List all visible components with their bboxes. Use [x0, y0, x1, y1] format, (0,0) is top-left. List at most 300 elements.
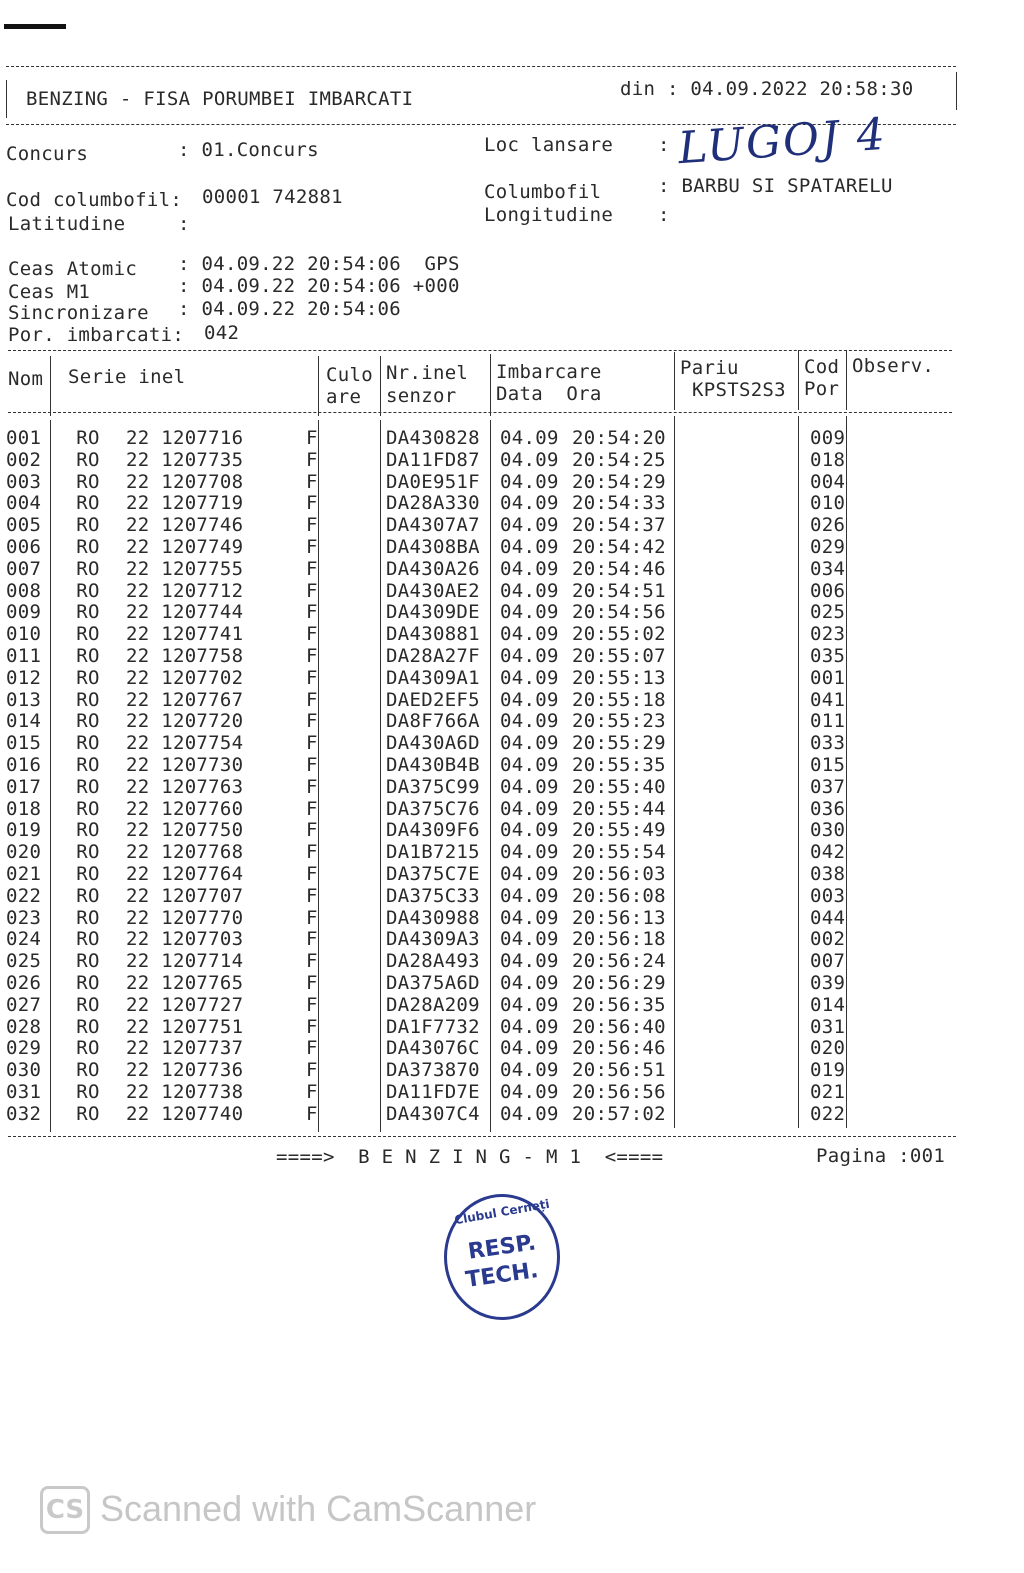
row-date: 04.09: [500, 1059, 559, 1082]
stamp-club-name: Clubul Cerneți: [453, 1196, 551, 1228]
table-row: [6, 559, 860, 581]
row-time: 20:55:40: [572, 775, 666, 798]
row-sex: F: [306, 841, 318, 864]
col-nr-inel-2: senzor: [386, 385, 457, 407]
row-sex: F: [306, 884, 318, 907]
row-country: RO: [76, 623, 100, 646]
row-ring-number: 22 1207768: [126, 841, 244, 864]
row-sensor-ring: DA375C33: [386, 884, 480, 907]
row-culoare: [318, 733, 382, 755]
row-date: 04.09: [500, 492, 559, 515]
row-sensor-ring: DA28A209: [386, 993, 480, 1016]
table-header-top-rule: [8, 350, 952, 351]
por-imbarcati-label: Por. imbarcati:: [8, 324, 185, 346]
row-date: 04.09: [500, 971, 559, 994]
col-separator: [490, 354, 491, 416]
row-country: RO: [76, 470, 100, 493]
row-number: 007: [6, 557, 42, 580]
row-culoare: [318, 886, 382, 908]
table-row: [6, 602, 860, 624]
row-cod-por: 021: [810, 1080, 846, 1103]
table-row: [6, 777, 860, 799]
row-time: 20:56:29: [572, 971, 666, 994]
table-row: [6, 755, 860, 777]
row-ring-number: 22 1207746: [126, 514, 244, 537]
row-number: 024: [6, 928, 42, 951]
row-number: 013: [6, 688, 42, 711]
row-cod-por: 039: [810, 971, 846, 994]
row-sex: F: [306, 971, 318, 994]
row-date: 04.09: [500, 601, 559, 624]
concurs-value: : 01.Concurs: [178, 139, 319, 161]
row-sensor-ring: DA43076C: [386, 1037, 480, 1060]
row-pariu: [682, 929, 806, 951]
row-time: 20:56:08: [572, 884, 666, 907]
row-country: RO: [76, 710, 100, 733]
row-pariu: [682, 842, 806, 864]
row-time: 20:56:18: [572, 928, 666, 951]
table-row: [6, 973, 860, 995]
row-country: RO: [76, 579, 100, 602]
row-pariu: [682, 1082, 806, 1104]
row-cod-por: 023: [810, 623, 846, 646]
cod-columbofil-label: Cod columbofil:: [6, 189, 183, 211]
row-pariu: [682, 951, 806, 973]
row-pariu: [682, 973, 806, 995]
row-culoare: [318, 995, 382, 1017]
row-cod-por: 007: [810, 950, 846, 973]
row-cod-por: 009: [810, 427, 846, 449]
loc-lansare-label: Loc lansare: [484, 134, 614, 156]
row-date: 04.09: [500, 644, 559, 667]
club-stamp: [444, 1194, 560, 1320]
table-row: [6, 1060, 860, 1082]
row-time: 20:54:46: [572, 557, 666, 580]
row-sensor-ring: DA373870: [386, 1059, 480, 1082]
row-time: 20:56:46: [572, 1037, 666, 1060]
row-ring-number: 22 1207714: [126, 950, 244, 973]
row-time: 20:55:07: [572, 644, 666, 667]
col-imbarcare-1: Imbarcare: [496, 361, 602, 383]
table-row: [6, 428, 860, 450]
table-row: [6, 450, 860, 472]
row-ring-number: 22 1207735: [126, 448, 244, 471]
row-ring-number: 22 1207763: [126, 775, 244, 798]
table-row: [6, 515, 860, 537]
document-title: BENZING - FISA PORUMBEI IMBARCATI: [26, 88, 414, 110]
row-number: 025: [6, 950, 42, 973]
row-cod-por: 038: [810, 862, 846, 885]
row-country: RO: [76, 1015, 100, 1038]
table-row: [6, 581, 860, 603]
row-time: 20:55:18: [572, 688, 666, 711]
row-pariu: [682, 602, 806, 624]
row-sex: F: [306, 470, 318, 493]
sincronizare-value: : 04.09.22 20:54:06: [178, 298, 402, 320]
table-row: [6, 472, 860, 494]
row-pariu: [682, 646, 806, 668]
table-row: [6, 908, 860, 930]
row-sensor-ring: DA28A493: [386, 950, 480, 973]
row-number: 005: [6, 514, 42, 537]
page-number: Pagina :001: [816, 1145, 946, 1167]
row-number: 017: [6, 775, 42, 798]
row-sensor-ring: DA375A6D: [386, 971, 480, 994]
header-right-border: [956, 72, 957, 110]
row-country: RO: [76, 1080, 100, 1103]
row-date: 04.09: [500, 775, 559, 798]
row-country: RO: [76, 427, 100, 449]
row-sensor-ring: DA430AE2: [386, 579, 480, 602]
latitudine-value: :: [178, 213, 190, 235]
row-time: 20:55:54: [572, 841, 666, 864]
row-sex: F: [306, 950, 318, 973]
col-separator: [674, 352, 675, 410]
row-number: 014: [6, 710, 42, 733]
table-row: [6, 624, 860, 646]
row-sensor-ring: DA4309DE: [386, 601, 480, 624]
row-culoare: [318, 1038, 382, 1060]
row-sex: F: [306, 819, 318, 842]
row-cod-por: 033: [810, 732, 846, 755]
row-sensor-ring: DA1B7215: [386, 841, 480, 864]
table-row: [6, 1038, 860, 1060]
col-separator: [798, 350, 799, 410]
row-pariu: [682, 799, 806, 821]
camscanner-watermark: Scanned with CamScanner: [100, 1488, 537, 1529]
table-row: [6, 537, 860, 559]
row-ring-number: 22 1207730: [126, 753, 244, 776]
row-date: 04.09: [500, 448, 559, 471]
row-sensor-ring: DA430B4B: [386, 753, 480, 776]
row-pariu: [682, 690, 806, 712]
row-cod-por: 019: [810, 1059, 846, 1082]
row-ring-number: 22 1207708: [126, 470, 244, 493]
row-culoare: [318, 1082, 382, 1104]
row-culoare: [318, 515, 382, 537]
row-cod-por: 020: [810, 1037, 846, 1060]
row-country: RO: [76, 862, 100, 885]
row-ring-number: 22 1207719: [126, 492, 244, 515]
row-date: 04.09: [500, 557, 559, 580]
row-cod-por: 042: [810, 841, 846, 864]
row-culoare: [318, 755, 382, 777]
row-number: 029: [6, 1037, 42, 1060]
row-cod-por: 041: [810, 688, 846, 711]
row-pariu: [682, 820, 806, 842]
col-cod-2: Por: [804, 378, 840, 400]
row-country: RO: [76, 906, 100, 929]
row-cod-por: 015: [810, 753, 846, 776]
row-sex: F: [306, 666, 318, 689]
row-ring-number: 22 1207750: [126, 819, 244, 842]
columbofil-label: Columbofil: [484, 181, 602, 203]
loc-lansare-colon: :: [658, 134, 670, 156]
camscanner-logo-icon: CS: [40, 1486, 90, 1534]
pigeon-table-body: [6, 428, 860, 1126]
row-number: 012: [6, 666, 42, 689]
row-date: 04.09: [500, 841, 559, 864]
row-time: 20:56:56: [572, 1080, 666, 1103]
row-pariu: [682, 777, 806, 799]
row-culoare: [318, 1060, 382, 1082]
row-culoare: [318, 472, 382, 494]
row-country: RO: [76, 514, 100, 537]
row-time: 20:54:29: [572, 470, 666, 493]
row-sensor-ring: DA8F766A: [386, 710, 480, 733]
row-country: RO: [76, 775, 100, 798]
row-number: 008: [6, 579, 42, 602]
row-country: RO: [76, 971, 100, 994]
row-ring-number: 22 1207754: [126, 732, 244, 755]
row-time: 20:54:51: [572, 579, 666, 602]
row-time: 20:54:56: [572, 601, 666, 624]
row-time: 20:54:37: [572, 514, 666, 537]
row-date: 04.09: [500, 579, 559, 602]
col-culoare-1: Culo: [326, 364, 373, 386]
longitudine-label: Longitudine: [484, 204, 614, 226]
row-pariu: [682, 1060, 806, 1082]
table-row: [6, 951, 860, 973]
col-nom: Nom: [8, 368, 44, 390]
row-time: 20:54:25: [572, 448, 666, 471]
row-pariu: [682, 559, 806, 581]
row-ring-number: 22 1207755: [126, 557, 244, 580]
row-country: RO: [76, 1102, 100, 1125]
table-row: [6, 668, 860, 690]
row-sex: F: [306, 993, 318, 1016]
row-country: RO: [76, 993, 100, 1016]
row-sex: F: [306, 579, 318, 602]
row-time: 20:55:35: [572, 753, 666, 776]
row-cod-por: 035: [810, 644, 846, 667]
col-separator: [318, 356, 319, 416]
row-country: RO: [76, 601, 100, 624]
row-sensor-ring: DA430881: [386, 623, 480, 646]
header-top-border: [6, 66, 956, 67]
latitudine-label: Latitudine: [8, 213, 126, 235]
sincronizare-label: Sincronizare: [8, 302, 149, 324]
row-ring-number: 22 1207765: [126, 971, 244, 994]
row-pariu: [682, 886, 806, 908]
row-sex: F: [306, 514, 318, 537]
row-ring-number: 22 1207720: [126, 710, 244, 733]
row-ring-number: 22 1207712: [126, 579, 244, 602]
row-sex: F: [306, 710, 318, 733]
row-cod-por: 026: [810, 514, 846, 537]
row-pariu: [682, 733, 806, 755]
row-country: RO: [76, 666, 100, 689]
row-sex: F: [306, 775, 318, 798]
row-culoare: [318, 820, 382, 842]
row-sensor-ring: DA11FD7E: [386, 1080, 480, 1103]
row-date: 04.09: [500, 753, 559, 776]
row-date: 04.09: [500, 950, 559, 973]
row-pariu: [682, 472, 806, 494]
row-number: 032: [6, 1102, 42, 1125]
row-date: 04.09: [500, 1080, 559, 1103]
por-imbarcati-value: 042: [204, 322, 240, 344]
row-sensor-ring: DA4308BA: [386, 535, 480, 558]
cod-columbofil-value: 00001 742881: [202, 186, 343, 208]
row-time: 20:55:44: [572, 797, 666, 820]
row-cod-por: 022: [810, 1102, 846, 1125]
row-culoare: [318, 493, 382, 515]
row-date: 04.09: [500, 884, 559, 907]
row-cod-por: 006: [810, 579, 846, 602]
row-number: 021: [6, 862, 42, 885]
row-ring-number: 22 1207758: [126, 644, 244, 667]
table-row: [6, 1017, 860, 1039]
row-number: 022: [6, 884, 42, 907]
row-date: 04.09: [500, 535, 559, 558]
row-time: 20:55:49: [572, 819, 666, 842]
row-date: 04.09: [500, 993, 559, 1016]
row-ring-number: 22 1207737: [126, 1037, 244, 1060]
row-ring-number: 22 1207741: [126, 623, 244, 646]
row-number: 031: [6, 1080, 42, 1103]
row-cod-por: 011: [810, 710, 846, 733]
table-header-bottom-rule: [8, 412, 952, 413]
columbofil-value: : BARBU SI SPATARELU: [658, 175, 893, 197]
row-date: 04.09: [500, 710, 559, 733]
row-ring-number: 22 1207751: [126, 1015, 244, 1038]
row-time: 20:55:02: [572, 623, 666, 646]
row-sensor-ring: DA4309F6: [386, 819, 480, 842]
row-sex: F: [306, 1059, 318, 1082]
loc-lansare-handwritten: LUGOJ 4: [676, 108, 889, 175]
table-row: [6, 690, 860, 712]
row-cod-por: 014: [810, 993, 846, 1016]
row-ring-number: 22 1207764: [126, 862, 244, 885]
row-country: RO: [76, 884, 100, 907]
row-culoare: [318, 842, 382, 864]
row-cod-por: 002: [810, 928, 846, 951]
table-row: [6, 864, 860, 886]
row-sensor-ring: DA4307A7: [386, 514, 480, 537]
row-pariu: [682, 515, 806, 537]
row-ring-number: 22 1207727: [126, 993, 244, 1016]
row-country: RO: [76, 492, 100, 515]
stamp-line-1: RESP.: [466, 1230, 538, 1265]
row-sex: F: [306, 906, 318, 929]
col-separator: [846, 350, 847, 410]
row-sex: F: [306, 753, 318, 776]
row-culoare: [318, 864, 382, 886]
row-pariu: [682, 450, 806, 472]
row-ring-number: 22 1207770: [126, 906, 244, 929]
table-row: [6, 886, 860, 908]
row-pariu: [682, 711, 806, 733]
row-country: RO: [76, 841, 100, 864]
col-separator: [380, 356, 381, 416]
row-number: 001: [6, 427, 42, 449]
table-row: [6, 929, 860, 951]
row-sensor-ring: DAED2EF5: [386, 688, 480, 711]
row-pariu: [682, 1104, 806, 1126]
row-sensor-ring: DA4307C4: [386, 1102, 480, 1125]
col-cod-1: Cod: [804, 356, 840, 378]
row-culoare: [318, 581, 382, 603]
row-date: 04.09: [500, 470, 559, 493]
row-time: 20:56:51: [572, 1059, 666, 1082]
row-cod-por: 030: [810, 819, 846, 842]
row-number: 023: [6, 906, 42, 929]
row-date: 04.09: [500, 688, 559, 711]
row-pariu: [682, 624, 806, 646]
row-culoare: [318, 668, 382, 690]
footer-banner: ====> B E N Z I N G - M 1 <====: [276, 1146, 664, 1168]
row-culoare: [318, 973, 382, 995]
row-number: 015: [6, 732, 42, 755]
row-cod-por: 034: [810, 557, 846, 580]
row-number: 028: [6, 1015, 42, 1038]
col-observ: Observ.: [852, 355, 935, 377]
row-pariu: [682, 755, 806, 777]
row-country: RO: [76, 950, 100, 973]
ceas-m1-label: Ceas M1: [8, 281, 91, 303]
row-pariu: [682, 428, 806, 450]
row-date: 04.09: [500, 666, 559, 689]
row-cod-por: 010: [810, 492, 846, 515]
col-pariu-1: Pariu: [680, 357, 739, 379]
col-pariu-2: KPSTS2S3: [692, 379, 786, 401]
row-date: 04.09: [500, 732, 559, 755]
row-date: 04.09: [500, 623, 559, 646]
row-sensor-ring: DA375C99: [386, 775, 480, 798]
table-row: [6, 995, 860, 1017]
table-row: [6, 842, 860, 864]
row-sensor-ring: DA4309A1: [386, 666, 480, 689]
row-ring-number: 22 1207736: [126, 1059, 244, 1082]
row-sex: F: [306, 1015, 318, 1038]
row-date: 04.09: [500, 928, 559, 951]
row-number: 016: [6, 753, 42, 776]
row-time: 20:56:03: [572, 862, 666, 885]
table-row: [6, 1082, 860, 1104]
row-sensor-ring: DA1F7732: [386, 1015, 480, 1038]
row-country: RO: [76, 688, 100, 711]
row-date: 04.09: [500, 862, 559, 885]
row-pariu: [682, 668, 806, 690]
row-sensor-ring: DA430A26: [386, 557, 480, 580]
row-culoare: [318, 450, 382, 472]
row-date: 04.09: [500, 1102, 559, 1125]
row-sex: F: [306, 535, 318, 558]
table-row: [6, 820, 860, 842]
row-time: 20:54:20: [572, 427, 666, 449]
row-time: 20:56:13: [572, 906, 666, 929]
row-country: RO: [76, 535, 100, 558]
row-country: RO: [76, 928, 100, 951]
row-time: 20:55:23: [572, 710, 666, 733]
table-bottom-rule: [8, 1136, 956, 1137]
row-sex: F: [306, 1102, 318, 1125]
row-cod-por: 018: [810, 448, 846, 471]
longitudine-value: :: [658, 204, 670, 226]
row-sex: F: [306, 601, 318, 624]
row-number: 011: [6, 644, 42, 667]
row-country: RO: [76, 557, 100, 580]
row-number: 006: [6, 535, 42, 558]
col-serie-inel: Serie inel: [68, 366, 186, 388]
row-sensor-ring: DA28A330: [386, 492, 480, 515]
row-time: 20:57:02: [572, 1102, 666, 1125]
row-pariu: [682, 995, 806, 1017]
row-country: RO: [76, 1037, 100, 1060]
row-date: 04.09: [500, 1037, 559, 1060]
row-pariu: [682, 493, 806, 515]
